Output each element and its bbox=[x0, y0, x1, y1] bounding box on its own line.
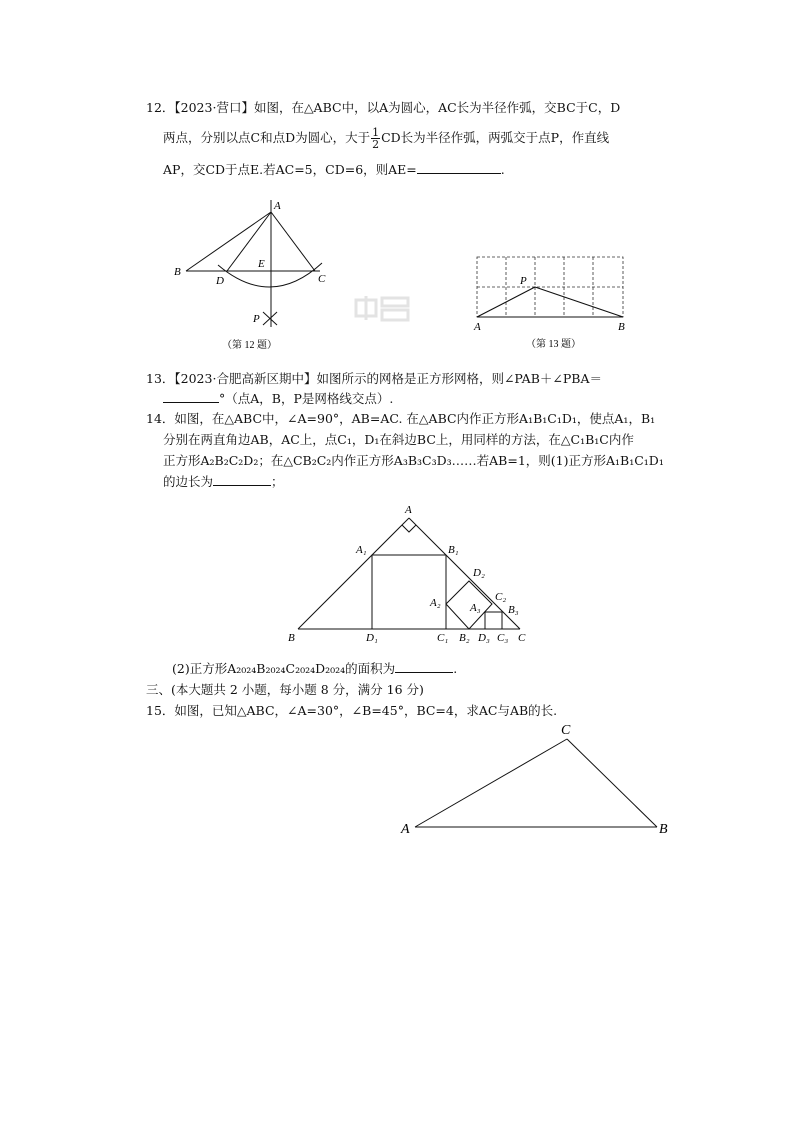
q13-line-2-text: °（点A，B，P是网格线交点）. bbox=[219, 391, 394, 406]
segment-bc-15 bbox=[567, 739, 657, 827]
label-b2: B₂ bbox=[459, 632, 470, 644]
q12-line-3-text: AP，交CD于点E.若AC=5，CD=6，则AE= bbox=[163, 162, 417, 177]
q14-line-4-pre: 的边长为 bbox=[163, 474, 214, 489]
arc-cd bbox=[218, 263, 322, 287]
q12-line-2-post: CD长为半径作弧，两弧交于点P，作直线 bbox=[381, 130, 610, 145]
figure-13-caption: （第 13 题） bbox=[526, 339, 581, 350]
q12-line-2-pre: 两点，分别以点C和点D为圆心，大于 bbox=[163, 130, 371, 145]
label-d1: D₁ bbox=[366, 632, 378, 644]
watermark-logo bbox=[352, 292, 418, 326]
label-d2: D₂ bbox=[473, 567, 485, 579]
q12-line-3-end: . bbox=[500, 162, 505, 177]
square-1 bbox=[372, 555, 446, 629]
figure-14 bbox=[280, 500, 540, 650]
q14-part2-blank[interactable] bbox=[395, 660, 453, 673]
figure-13 bbox=[470, 252, 630, 352]
side-ac bbox=[409, 518, 520, 629]
fraction-denominator: 2 bbox=[372, 138, 380, 151]
figure-15 bbox=[395, 718, 685, 843]
right-angle-mark bbox=[402, 525, 416, 532]
label-p-12: P bbox=[253, 313, 260, 325]
label-c1: C₁ bbox=[437, 632, 449, 644]
label-b1: B₁ bbox=[448, 544, 459, 556]
square-3 bbox=[485, 612, 502, 629]
label-a3: A₃ bbox=[470, 602, 481, 614]
q14-part2 bbox=[172, 660, 457, 678]
q12-line-1: 12．【2023·营口】如图，在△ABC中，以A为圆心，AC长为半径作弧，交BC于C，D bbox=[146, 100, 621, 115]
q14-line-3: 正方形A₂B₂C₂D₂；在△CB₂C₂内作正方形A₃B₃C₃D₃……若AB=1，则(1)正方形A₁B₁C₁D₁ bbox=[163, 453, 664, 468]
label-a2: A₂ bbox=[430, 597, 441, 609]
q15-line-1: 15．如图，已知△ABC，∠A=30°，∠B=45°，BC=4，求AC与AB的长. bbox=[146, 703, 558, 718]
label-a-14: A bbox=[405, 504, 412, 516]
section-3-header: 三、(本大题共 2 小题，每小题 8 分，满分 16 分) bbox=[146, 682, 424, 697]
label-a-15: A bbox=[401, 822, 410, 837]
q14-part1-blank[interactable] bbox=[213, 473, 271, 486]
label-c3: C₃ bbox=[497, 632, 509, 644]
q14-part2-pre: (2)正方形A₂₀₂₄B₂₀₂₄C₂₀₂₄D₂₀₂₄的面积为 bbox=[172, 661, 396, 676]
fraction-numerator: 1 bbox=[372, 126, 380, 139]
label-d3: D₃ bbox=[478, 632, 490, 644]
q14-part2-post: . bbox=[453, 661, 458, 676]
q13-answer-blank[interactable] bbox=[163, 390, 219, 403]
q13-line-1: 13．【2023·合肥高新区期中】如图所示的网格是正方形网格，则∠PAB＋∠PBA＝ bbox=[146, 371, 602, 386]
q12-line-3 bbox=[163, 161, 505, 179]
q14-line-4-post: ； bbox=[271, 474, 284, 489]
q14-line-4 bbox=[163, 473, 284, 491]
q14-line-2: 分别在两直角边AB，AC上，点C₁，D₁在斜边BC上，用同样的方法，在△C₁B₁C内作 bbox=[163, 432, 634, 447]
label-c2: C₂ bbox=[495, 591, 507, 603]
q13-line-2 bbox=[163, 390, 393, 408]
figure-12-caption: （第 12 题） bbox=[222, 340, 277, 351]
label-a-13: A bbox=[474, 321, 481, 333]
label-a-12: A bbox=[274, 200, 281, 212]
label-c-12: C bbox=[318, 273, 326, 285]
fraction-one-half bbox=[371, 127, 380, 150]
label-d-12: D bbox=[216, 275, 224, 287]
q12-line-2 bbox=[163, 127, 609, 150]
segment-ac bbox=[271, 212, 315, 271]
label-e-12: E bbox=[258, 258, 265, 270]
side-ab bbox=[298, 518, 409, 629]
q12-answer-blank[interactable] bbox=[417, 161, 501, 174]
label-a1: A₁ bbox=[356, 544, 367, 556]
grid-13 bbox=[477, 257, 623, 317]
label-c-14: C bbox=[518, 632, 526, 644]
figure-12 bbox=[160, 195, 360, 355]
segment-ac-15 bbox=[415, 739, 567, 827]
label-b-14: B bbox=[288, 632, 295, 644]
label-b-12: B bbox=[174, 266, 181, 278]
segment-pb-13 bbox=[535, 287, 623, 317]
q14-line-1: 14．如图，在△ABC中，∠A=90°，AB=AC. 在△ABC内作正方形A₁B₁C₁D₁，使点A₁，B₁ bbox=[146, 411, 656, 426]
label-b3: B₃ bbox=[508, 604, 519, 616]
label-b-15: B bbox=[659, 822, 668, 837]
label-c-15: C bbox=[561, 723, 571, 738]
label-p-13: P bbox=[520, 275, 527, 287]
label-b-13: B bbox=[618, 321, 625, 333]
